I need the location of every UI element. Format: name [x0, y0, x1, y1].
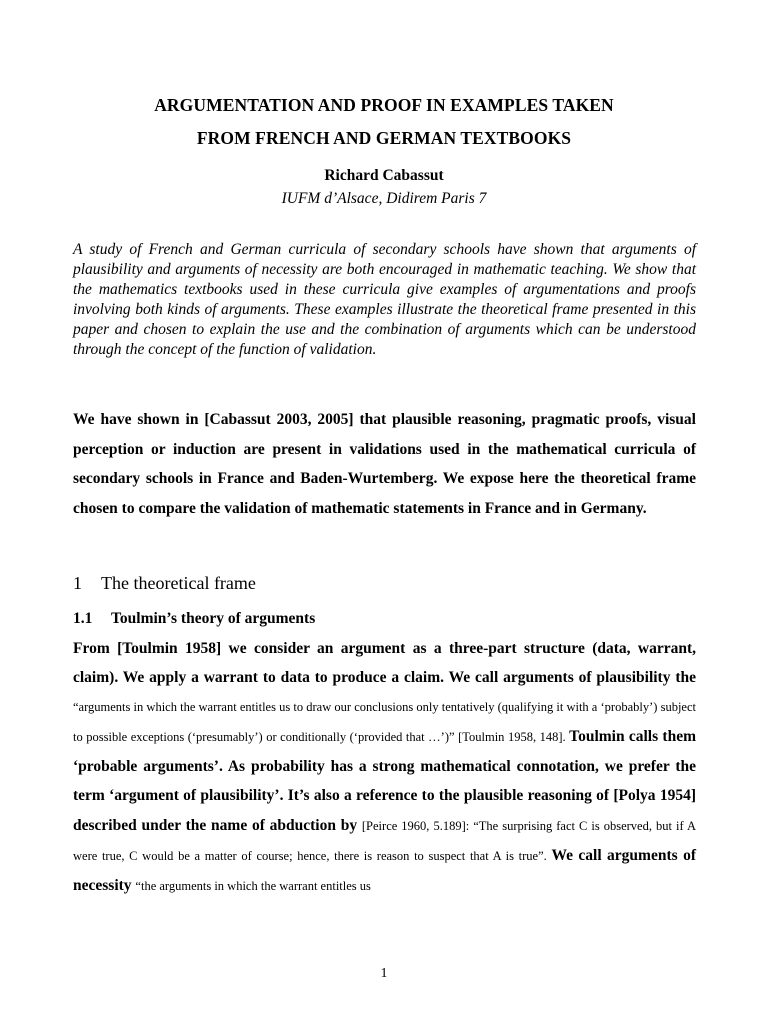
- page-number: 1: [380, 966, 388, 981]
- author-name: Richard Cabassut: [324, 167, 444, 184]
- author-affiliation: IUFM d’Alsace, Didirem Paris 7: [281, 190, 487, 207]
- body-text-3: We call arguments of necessity: [73, 846, 696, 894]
- peirce-quote: [Peirce 1960, 5.189]: “The surprising fact C is observed, but if A were true, C would be a matter of course; hence, there is reason to suspect that A is true”.: [73, 818, 696, 863]
- section-number: 1: [73, 573, 82, 593]
- paper-title-line-2: FROM FRENCH AND GERMAN TEXTBOOKS: [196, 128, 572, 148]
- toulmin-quote: “arguments in which the warrant entitles us to draw our conclusions only tentatively (qualifying it with a ‘probably’) subject to possible exceptions (‘presumably’) or conditionally (‘provided that …’)” [Toulmin 1958, 148].: [73, 700, 696, 745]
- necessity-quote: “the arguments in which the warrant entitles us: [135, 878, 371, 893]
- body-text-1: From [Toulmin 1958] we consider an argument as a three-part structure (data, warrant, claim). We apply a warrant to data to produce a claim. We call arguments of plausibility the: [73, 640, 696, 687]
- section-heading: [73, 573, 256, 594]
- subsection-number: 1.1: [73, 610, 93, 627]
- subsection-title: Toulmin’s theory of arguments: [111, 610, 316, 627]
- subsection-heading: [73, 610, 315, 628]
- body-paragraph: [73, 634, 696, 901]
- section-title: The theoretical frame: [101, 573, 256, 593]
- paper-title-line-1: ARGUMENTATION AND PROOF IN EXAMPLES TAKEN: [154, 95, 614, 115]
- body-text-2: Toulmin calls them ‘probable arguments’. As probability has a strong mathematical connotation, we prefer the term ‘argument of plausibility’. It’s also a reference to the plausible reasoning of [Polya 1954] described under the name of abduction by: [73, 728, 696, 834]
- intro-paragraph: We have shown in [Cabassut 2003, 2005] that plausible reasoning, pragmatic proofs, visual perception or induction are present in validations used in the mathematical curricula of secondary schools in France and Baden-Wurtemberg. We expose here the theoretical frame chosen to compare the validation of mathematic statements in France and in Germany.: [73, 411, 696, 517]
- abstract: A study of French and German curricula of secondary schools have shown that arguments of plausibility and arguments of necessity are both encouraged in mathematic teaching. We show that the mathematics textbooks used in these curricula give examples of argumentations and proofs involving both kinds of arguments. These examples illustrate the theoretical frame presented in this paper and chosen to explain the use and the combination of arguments which can be understood through the concept of the function of validation.: [73, 241, 696, 358]
